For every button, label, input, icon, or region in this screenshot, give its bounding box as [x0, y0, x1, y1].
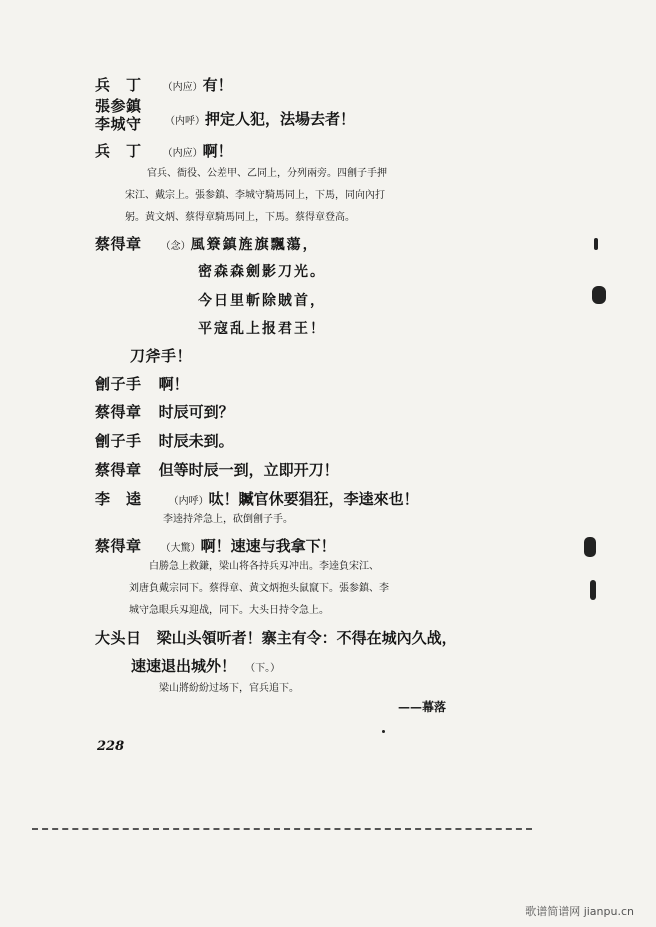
dialogue-line: 刀斧手！ — [130, 347, 193, 365]
stage-line: 躬。黄文炳、蔡得章騎馬同上，下馬。蔡得章登高。 — [125, 212, 355, 223]
stage-direction: （大驚） — [160, 543, 201, 554]
dialogue-text: 有！ — [202, 76, 233, 94]
verse-line: 今日里斬除賊首， — [198, 293, 326, 309]
speaker: 李城守 — [95, 115, 142, 133]
stage-direction: （内呼） — [165, 116, 205, 127]
dialogue-text: 速速退出城外！ — [131, 657, 237, 675]
speaker: 兵 丁 — [95, 142, 142, 160]
ink-speck — [584, 537, 596, 557]
dialogue-line — [95, 74, 233, 95]
stage-direction: （内应） — [162, 82, 203, 93]
dialogue-line — [95, 401, 234, 422]
verse-line: 密森森劍影刀光。 — [198, 264, 326, 280]
dialogue-line — [131, 655, 280, 676]
speaker: 李 逵 — [95, 490, 142, 508]
verse-text: 風簝鎮旌旗飄蕩， — [190, 237, 319, 253]
dialogue-line — [95, 430, 234, 451]
dialogue-line — [95, 233, 319, 254]
stage-line: 梁山將紛紛过场下，官兵追下。 — [159, 683, 299, 694]
stage-direction-block — [163, 512, 293, 527]
speaker: 蔡得章 — [95, 235, 142, 253]
stage-line: 刘唐負戴宗同下。蔡得章、黄文炳抱头鼠竄下。張参鎮、李 — [129, 583, 389, 594]
ink-speck — [594, 238, 598, 250]
dialogue-text: 时辰未到。 — [158, 432, 234, 450]
dialogue-line — [95, 373, 189, 394]
watermark: 歌谱简谱网 jianpu.cn — [525, 905, 634, 918]
speaker: 劊子手 — [95, 432, 142, 450]
dialogue-text: 但等时辰一到，立即开刀！ — [158, 461, 339, 479]
speaker: 蔡得章 — [95, 461, 142, 479]
dialogue-text: 啊！ — [158, 375, 189, 393]
dialogue-line — [95, 488, 419, 509]
speaker: 蔡得章 — [95, 403, 142, 421]
dialogue-line — [95, 459, 339, 480]
curtain-fall: ——幕落 — [398, 700, 447, 714]
page-number: 228 — [97, 739, 125, 754]
stage-line: 官兵、衙役、公差甲、乙同上，分列兩旁。四劊子手押 — [147, 168, 387, 179]
stage-direction: （内应） — [162, 148, 203, 159]
stage-direction-block — [129, 559, 389, 618]
dialogue-text: 啊！速速与我拿下！ — [200, 537, 336, 555]
ink-speck — [590, 580, 596, 600]
dialogue-text: 啊！ — [202, 142, 233, 160]
stage-direction-block — [125, 166, 387, 225]
stage-line: 白勝急上救鎌，梁山将各持兵刄冲出。李逵負宋江、 — [149, 561, 379, 572]
dialogue-line — [95, 140, 233, 161]
stage-line: 宋江、戴宗上。張参鎮、李城守騎馬同上，下馬，同向內打 — [125, 190, 385, 201]
dialogue-text: 梁山头領听者！寨主有令：不得在城內久战， — [156, 629, 457, 647]
dialogue-line — [95, 627, 457, 648]
bottom-dash-rule — [32, 828, 532, 830]
speaker: 大头日 — [95, 629, 142, 647]
speaker: 張参鎮 — [95, 97, 142, 115]
verse-line: 平寇乱上报君王！ — [198, 321, 326, 337]
dialogue-line — [95, 535, 336, 556]
speaker: 劊子手 — [95, 375, 142, 393]
ink-speck — [382, 730, 385, 733]
stage-direction: （内呼） — [168, 496, 209, 507]
dialogue-line — [165, 108, 355, 129]
speaker: 蔡得章 — [95, 537, 142, 555]
stage-line: 李逵持斧急上，砍倒劊子手。 — [163, 514, 293, 525]
speaker: 兵 丁 — [95, 76, 142, 94]
dialogue-line — [95, 97, 142, 133]
dialogue-text: 时辰可到？ — [158, 403, 234, 421]
stage-direction: （下。） — [245, 663, 281, 674]
stage-direction: （念） — [160, 241, 191, 252]
dialogue-text: 押定人犯，法場去者！ — [205, 110, 356, 128]
stage-line: 城守急眼兵刄迎战，同下。大头日持令急上。 — [129, 605, 329, 616]
stage-direction-block — [159, 681, 299, 696]
ink-speck — [592, 286, 606, 304]
dialogue-text: 呔！贓官休要猖狂，李逵來也！ — [208, 490, 419, 508]
